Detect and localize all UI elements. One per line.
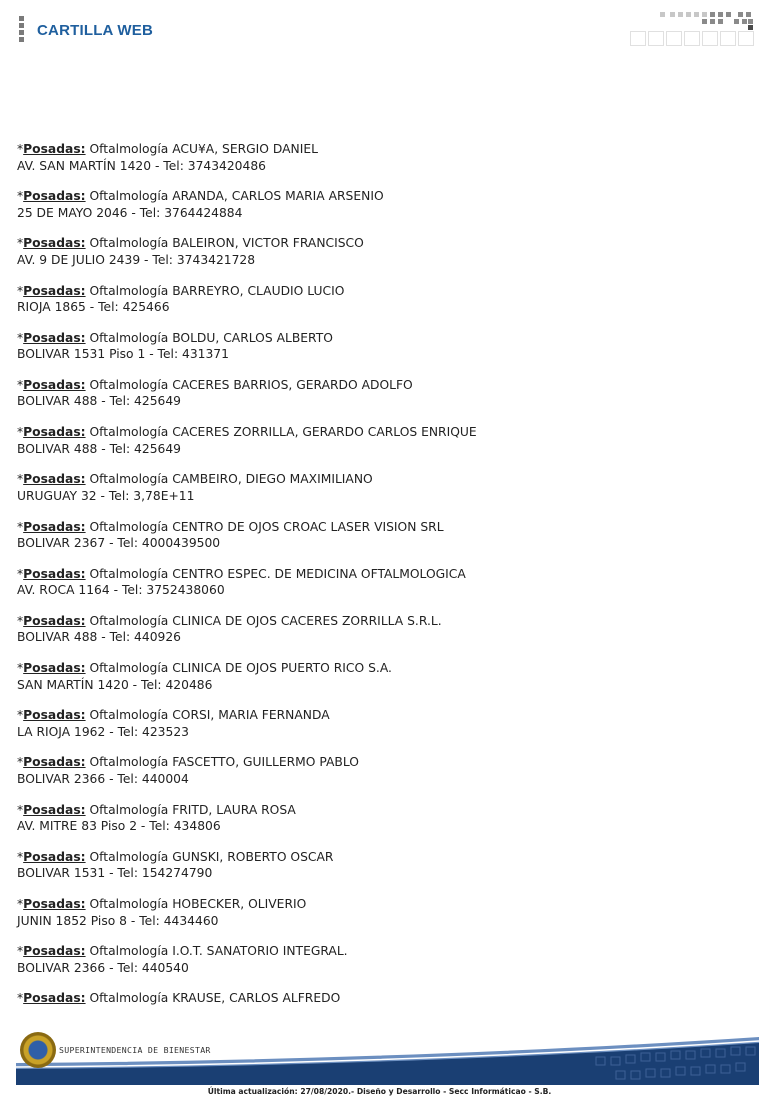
provider-address: AV. ROCA 1164 - Tel: 3752438060 [17, 583, 225, 598]
bullet-asterisk: * [17, 708, 24, 723]
provider-address: AV. SAN MARTÍN 1420 - Tel: 3743420486 [17, 158, 266, 173]
city-label: Posadas: [23, 613, 86, 628]
provider-address: BOLIVAR 1531 - Tel: 154274790 [17, 866, 213, 881]
specialty-label: Oftalmología [89, 613, 169, 628]
provider-address: BOLIVAR 488 - Tel: 425649 [17, 394, 181, 409]
bullet-asterisk: * [17, 661, 24, 676]
specialty-label: Oftalmología [89, 236, 169, 251]
specialty-label: Oftalmología [89, 142, 169, 156]
provider-name: CLINICA DE OJOS PUERTO RICO S.A. [172, 661, 392, 676]
provider-name: CLINICA DE OJOS CACERES ZORRILLA S.R.L. [172, 613, 442, 628]
bullet-asterisk: * [17, 283, 24, 298]
bullet-asterisk: * [17, 897, 24, 911]
city-label: Posadas: [23, 330, 86, 345]
specialty-label: Oftalmología [89, 849, 169, 864]
provider-address: BOLIVAR 2366 - Tel: 440540 [17, 960, 189, 975]
provider-name: GUNSKI, ROBERTO OSCAR [172, 849, 334, 864]
bullet-asterisk: * [17, 377, 24, 392]
provider-heading [17, 235, 737, 252]
provider-heading [17, 754, 737, 771]
provider-address: BOLIVAR 2367 - Tel: 4000439500 [17, 536, 221, 550]
provider-address: BOLIVAR 488 - Tel: 425649 [17, 441, 181, 456]
specialty-label: Oftalmología [89, 802, 169, 817]
specialty-label: Oftalmología [89, 472, 169, 487]
provider-address: BOLIVAR 1531 Piso 1 - Tel: 431371 [17, 347, 229, 362]
bullet-asterisk: * [17, 991, 24, 1006]
provider-heading [17, 188, 737, 205]
specialty-label: Oftalmología [89, 991, 169, 1006]
provider-heading [17, 613, 737, 630]
list-item [17, 754, 737, 787]
provider-heading [17, 141, 737, 158]
provider-heading [17, 802, 737, 819]
list-item [17, 424, 737, 457]
specialty-label: Oftalmología [89, 566, 169, 581]
list-item [17, 188, 737, 221]
city-label: Posadas: [23, 708, 86, 723]
provider-address: SAN MARTÍN 1420 - Tel: 420486 [17, 677, 213, 692]
provider-address: URUGUAY 32 - Tel: 3,78E+11 [17, 488, 195, 503]
provider-name: CAMBEIRO, DIEGO MAXIMILIANO [172, 472, 373, 487]
bullet-asterisk: * [17, 472, 24, 487]
city-label: Posadas: [23, 519, 86, 534]
specialty-label: Oftalmología [89, 425, 169, 440]
list-item [17, 707, 737, 740]
provider-name: CENTRO DE OJOS CROAC LASER VISION SRL [172, 519, 444, 534]
city-label: Posadas: [23, 991, 86, 1006]
provider-name: ARANDA, CARLOS MARIA ARSENIO [172, 189, 384, 204]
provider-heading [17, 330, 737, 347]
specialty-label: Oftalmología [89, 755, 169, 770]
bullet-asterisk: * [17, 236, 24, 251]
city-label: Posadas: [23, 802, 86, 817]
provider-address: BOLIVAR 2366 - Tel: 440004 [17, 771, 189, 786]
city-label: Posadas: [23, 377, 86, 392]
bullet-asterisk: * [17, 519, 24, 534]
bullet-asterisk: * [17, 802, 24, 817]
provider-name: FASCETTO, GUILLERMO PABLO [172, 755, 359, 770]
provider-list [17, 141, 737, 1021]
list-item [17, 519, 737, 552]
provider-heading [17, 471, 737, 488]
specialty-label: Oftalmología [89, 944, 169, 959]
list-item [17, 990, 737, 1007]
bullet-asterisk: * [17, 613, 24, 628]
list-item [17, 943, 737, 976]
footer-wave-band [16, 1029, 759, 1085]
specialty-label: Oftalmología [89, 519, 169, 534]
provider-name: CACERES ZORRILLA, GERARDO CARLOS ENRIQUE [172, 425, 477, 440]
list-item [17, 377, 737, 410]
city-label: Posadas: [23, 897, 86, 911]
specialty-label: Oftalmología [89, 283, 169, 298]
city-label: Posadas: [23, 189, 86, 204]
provider-heading [17, 990, 737, 1007]
city-label: Posadas: [23, 142, 86, 156]
provider-address: BOLIVAR 488 - Tel: 440926 [17, 630, 181, 645]
specialty-label: Oftalmología [89, 377, 169, 392]
provider-name: BARREYRO, CLAUDIO LUCIO [172, 283, 345, 298]
provider-name: CACERES BARRIOS, GERARDO ADOLFO [172, 377, 413, 392]
provider-name: BALEIRON, VICTOR FRANCISCO [172, 236, 364, 251]
list-item [17, 613, 737, 646]
organization-seal-logo [20, 1032, 56, 1068]
city-label: Posadas: [23, 236, 86, 251]
specialty-label: Oftalmología [89, 897, 169, 911]
list-item [17, 802, 737, 835]
bullet-asterisk: * [17, 189, 24, 204]
list-item [17, 235, 737, 268]
city-label: Posadas: [23, 566, 86, 581]
header-bar-decoration [19, 16, 25, 44]
city-label: Posadas: [23, 425, 86, 440]
provider-address: AV. 9 DE JULIO 2439 - Tel: 3743421728 [17, 252, 256, 267]
provider-name: CENTRO ESPEC. DE MEDICINA OFTALMOLOGICA [172, 566, 466, 581]
provider-name: KRAUSE, CARLOS ALFREDO [172, 991, 341, 1006]
city-label: Posadas: [23, 661, 86, 676]
provider-address: LA RIOJA 1962 - Tel: 423523 [17, 724, 189, 739]
page-title: CARTILLA WEB [37, 22, 153, 39]
list-item [17, 141, 737, 174]
city-label: Posadas: [23, 283, 86, 298]
bullet-asterisk: * [17, 142, 24, 156]
provider-address: JUNIN 1852 Piso 8 - Tel: 4434460 [17, 913, 219, 928]
provider-heading [17, 519, 737, 536]
provider-name: BOLDU, CARLOS ALBERTO [172, 330, 333, 345]
provider-heading [17, 849, 737, 866]
list-item [17, 660, 737, 693]
provider-address: AV. MITRE 83 Piso 2 - Tel: 434806 [17, 819, 221, 834]
list-item [17, 896, 737, 929]
provider-heading [17, 377, 737, 394]
provider-heading [17, 283, 737, 300]
header-pixel-decoration [630, 12, 755, 47]
city-label: Posadas: [23, 849, 86, 864]
list-item [17, 283, 737, 316]
provider-heading [17, 943, 737, 960]
bullet-asterisk: * [17, 755, 24, 770]
city-label: Posadas: [23, 472, 86, 487]
specialty-label: Oftalmología [89, 189, 169, 204]
city-label: Posadas: [23, 755, 86, 770]
provider-name: FRITD, LAURA ROSA [172, 802, 296, 817]
bullet-asterisk: * [17, 330, 24, 345]
provider-name: ACU¥A, SERGIO DANIEL [172, 142, 318, 156]
provider-address: 25 DE MAYO 2046 - Tel: 3764424884 [17, 205, 243, 220]
specialty-label: Oftalmología [89, 708, 169, 723]
list-item [17, 849, 737, 882]
city-label: Posadas: [23, 944, 86, 959]
bullet-asterisk: * [17, 425, 24, 440]
specialty-label: Oftalmología [89, 661, 169, 676]
specialty-label: Oftalmología [89, 330, 169, 345]
bullet-asterisk: * [17, 944, 24, 959]
provider-heading [17, 896, 737, 913]
provider-heading [17, 424, 737, 441]
list-item [17, 330, 737, 363]
provider-heading [17, 660, 737, 677]
provider-heading [17, 707, 737, 724]
organization-name: SUPERINTENDENCIA DE BIENESTAR [59, 1045, 211, 1055]
page-footer [0, 1029, 759, 1101]
provider-name: CORSI, MARIA FERNANDA [172, 708, 330, 723]
list-item [17, 566, 737, 599]
provider-name: I.O.T. SANATORIO INTEGRAL. [172, 944, 348, 959]
list-item [17, 471, 737, 504]
provider-name: HOBECKER, OLIVERIO [172, 897, 307, 911]
last-update-note: Última actualización: 27/08/2020.- Diseño y Desarrollo - Secc Informáticao - S.B. [207, 1087, 552, 1096]
bullet-asterisk: * [17, 566, 24, 581]
provider-heading [17, 566, 737, 583]
provider-address: RIOJA 1865 - Tel: 425466 [17, 300, 170, 315]
bullet-asterisk: * [17, 849, 24, 864]
